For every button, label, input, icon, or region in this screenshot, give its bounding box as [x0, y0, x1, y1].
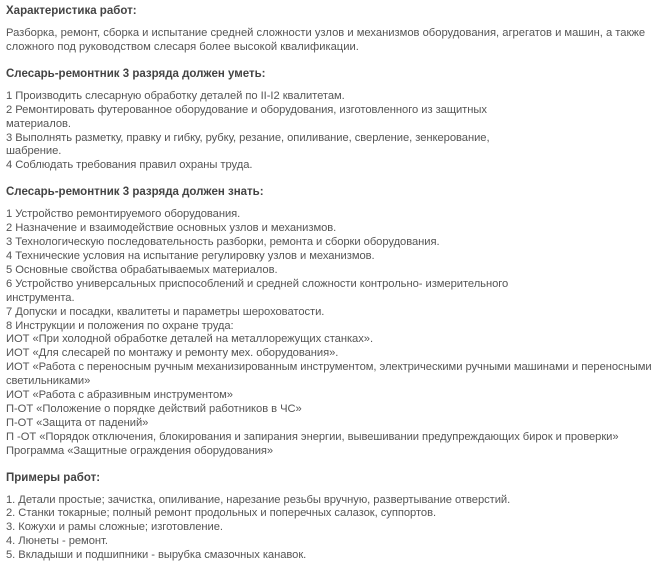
list-item: 5. Вкладыши и подшипники - вырубка смазочных канавок. — [6, 549, 307, 562]
list-item: 4 Соблюдать требования правил охраны труда. — [6, 159, 253, 172]
list-item: материалов. — [6, 117, 71, 130]
list-item: ИОТ «Работа с абразивным инструментом» — [6, 389, 233, 402]
list-item: 5 Основные свойства обрабатываемых материалов. — [6, 263, 278, 276]
list-item: 8 Инструкции и положения по охране труда: — [6, 319, 234, 332]
section-knowledge — [6, 185, 656, 458]
section-characteristics — [6, 4, 656, 55]
list-item: светильниками» — [6, 375, 91, 388]
section-heading: Характеристика работ: — [6, 5, 137, 17]
list-item: 3. Кожухи и рамы сложные; изготовление. — [6, 521, 223, 534]
section-skills — [6, 67, 656, 173]
list-item: инструмента. — [6, 291, 75, 304]
section-heading: Слесарь-ремонтник 3 разряда должен уметь: — [6, 67, 266, 80]
list-item: 1. Детали простые; зачистка, опиливание, нарезание резьбы вручную, развертывание отверстий. — [6, 493, 511, 506]
document — [6, 4, 656, 563]
list-item: 2 Ремонтировать футерованное оборудование и оборудования, изготовленного из защитных — [6, 103, 487, 116]
list-item: 3 Технологическую последовательность разборки, ремонта и сборки оборудования. — [6, 236, 440, 249]
section-heading: Примеры работ: — [6, 471, 101, 484]
paragraph-line: Разборка, ремонт, сборка и испытание средней сложности узлов и механизмов оборудования, агрегатов и машин, а также — [6, 27, 646, 39]
paragraph-line: сложного под руководством слесаря более высокой квалификации. — [6, 40, 359, 53]
list-item: 4 Технические условия на испытание регулировку узлов и механизмов. — [6, 249, 375, 262]
list-item: 1 Производить слесарную обработку деталей по II-I2 квалитетам. — [6, 89, 345, 102]
list-item: 2. Станки токарные; полный ремонт продольных и поперечных салазок, суппортов. — [6, 507, 437, 520]
section-examples — [6, 471, 656, 563]
list-item: ИОТ «При холодной обработке деталей на металлорежущих станках». — [6, 333, 374, 346]
list-item: П -ОТ «Порядок отключения, блокирования и запирания энергии, вывешивании предупреждающих бирок и проверки» — [6, 430, 619, 443]
list-item: ИОТ «Для слесарей по монтажу и ремонту мех. оборудования». — [6, 347, 339, 360]
list-item: ИОТ «Работа с переносным ручным механизированным инструментом, электрическими ручными машинами и переносными — [6, 361, 652, 374]
list-item: 6 Устройство универсальных приспособлений и средней сложности контрольно- измерительного — [6, 277, 509, 290]
list-item: 1 Устройство ремонтируемого оборудования. — [6, 208, 241, 221]
list-item: 4. Люнеты - ремонт. — [6, 535, 108, 548]
list-item: П-ОТ «Защита от падений» — [6, 416, 149, 429]
list-item: 3 Выполнять разметку, правку и гибку, рубку, резание, опиливание, сверление, зенкерование, — [6, 131, 490, 144]
section-heading: Слесарь-ремонтник 3 разряда должен знать: — [6, 186, 264, 199]
list-item: 2 Назначение и взаимодействие основных узлов и механизмов. — [6, 222, 337, 235]
list-item: Программа «Защитные ограждения оборудования» — [6, 444, 274, 457]
list-item: П-ОТ «Положение о порядке действий работников в ЧС» — [6, 402, 302, 415]
list-item: шабрение. — [6, 145, 62, 158]
list-item: 7 Допуски и посадки, квалитеты и параметры шероховатости. — [6, 305, 325, 318]
